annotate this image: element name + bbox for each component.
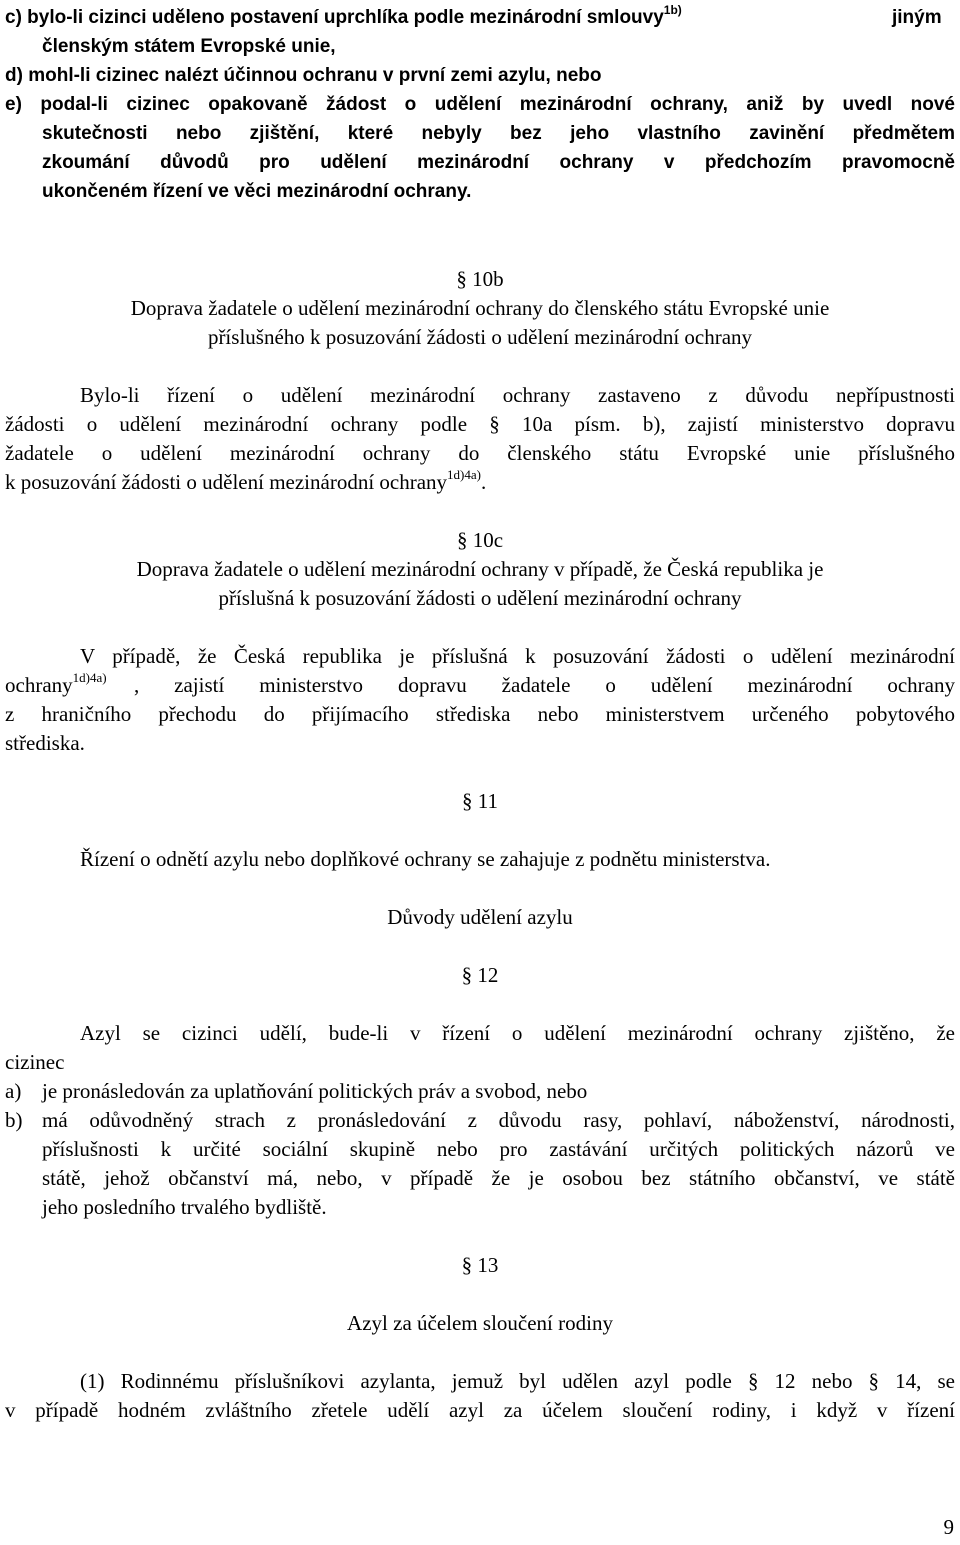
item-c-line1 (5, 3, 682, 32)
footnote-ref-1d4a: 1d)4a) (447, 467, 481, 482)
section-12-item-b-line4: jeho posledního trvalého bydliště. (42, 1195, 327, 1219)
section-12-heading: § 12 (461, 963, 499, 987)
section-10b-para-line3: žadatele o udělení mezinárodní ochrany do členského státu Evropské unie příslušného (5, 441, 955, 465)
section-10b-heading: § 10b (456, 267, 504, 291)
section-13-para-line1: (1) Rodinnému příslušníkovi azylanta, jemuž byl udělen azyl podle § 12 nebo § 14, se (80, 1369, 955, 1393)
footnote-ref-1d4a-2: 1d)4a) (72, 670, 107, 685)
section-10b-title-line2: příslušného k posuzování žádosti o udělení mezinárodní ochrany (207, 325, 753, 349)
section-11-heading: § 11 (462, 789, 498, 813)
section-12-item-a-text: je pronásledován za uplatňování politických práv a svobod, nebo (42, 1079, 588, 1103)
section-10b-para-line2: žádosti o udělení mezinárodní ochrany podle § 10a písm. b), zajistí ministerstvo dopravu (5, 412, 955, 436)
section-11-text: Řízení o odnětí azylu nebo doplňkové ochrany se zahajuje z podnětu ministerstva. (80, 847, 771, 871)
section-12-para-line1: Azyl se cizinci udělí, bude-li v řízení o udělení mezinárodní ochrany zjištěno, že (80, 1021, 955, 1045)
section-12-item-b-line1: má odůvodněný strach z pronásledování z důvodu rasy, pohlaví, náboženství, národnosti, (42, 1108, 955, 1132)
section-12-pre-heading: Důvody udělení azylu (387, 905, 573, 929)
section-10c-title-line2: příslušná k posuzování žádosti o udělení mezinárodní ochrany (218, 586, 742, 610)
item-e-line2: skutečnosti nebo zjištění, které nebyly bez jeho vlastního zavinění předmětem (42, 123, 955, 144)
section-10b-title-line1: Doprava žadatele o udělení mezinárodní ochrany do členského státu Evropské unie (130, 296, 830, 320)
section-10c-heading: § 10c (456, 528, 504, 552)
section-10c-para-line2a (5, 671, 107, 700)
section-10c-para-line4: střediska. (5, 731, 85, 755)
section-12-item-a-label: a) (5, 1079, 22, 1103)
section-10c-para-line2a-text: ochrany (5, 673, 73, 697)
section-13-heading: § 13 (461, 1253, 499, 1277)
section-12-item-b-label: b) (5, 1108, 23, 1132)
section-10c-para-line3: z hraničního přechodu do přijímacího střediska nebo ministerstvem určeného pobytového (5, 702, 955, 726)
item-c-tail: jiným (892, 7, 942, 28)
section-10b-para-end: . (480, 470, 487, 494)
section-10c-title-line1: Doprava žadatele o udělení mezinárodní ochrany v případě, že Česká republika je (136, 557, 824, 581)
section-10b-para-line4-text: k posuzování žádosti o udělení mezinárodní ochrany (5, 470, 448, 494)
item-d: d) mohl-li cizinec nalézt účinnou ochranu v první zemi azylu, nebo (5, 65, 602, 86)
item-e-line4: ukončeném řízení ve věci mezinárodní ochrany. (42, 181, 472, 202)
section-10c-para-line1: V případě, že Česká republika je příslušná k posuzování žádosti o udělení mezinárodní (80, 644, 955, 668)
item-e-line1: e) podal-li cizinec opakovaně žádost o udělení mezinárodní ochrany, aniž by uvedl nové (5, 94, 955, 115)
item-c-text: c) bylo-li cizinci uděleno postavení uprchlíka podle mezinárodní smlouvy (5, 7, 664, 28)
section-10c-para-line2b: , zajistí ministerstvo dopravu žadatele o udělení mezinárodní ochrany (134, 673, 955, 697)
section-13-title: Azyl za účelem sloučení rodiny (347, 1311, 613, 1335)
page-number: 9 (943, 1515, 954, 1539)
item-c-line2: členským státem Evropské unie, (42, 36, 336, 57)
section-10b-para-line1: Bylo-li řízení o udělení mezinárodní ochrany zastaveno z důvodu nepřípustnosti (80, 383, 955, 407)
section-12-item-b-line2: příslušnosti k určité sociální skupině nebo pro zastávání určitých politických názorů ve (42, 1137, 955, 1161)
section-10b-para-line4 (5, 468, 486, 497)
section-13-para-line2: v případě hodném zvláštního zřetele udělí azyl za účelem sloučení rodiny, i když v řízení (5, 1398, 955, 1422)
item-e-line3: zkoumání důvodů pro udělení mezinárodní ochrany v předchozím pravomocně (42, 152, 955, 173)
footnote-ref-1b: 1b) (663, 3, 682, 17)
section-12-item-b-line3: státě, jehož občanství má, nebo, v případě že je osobou bez státního občanství, ve státě (42, 1166, 955, 1190)
section-12-para-line2: cizinec (5, 1050, 65, 1074)
